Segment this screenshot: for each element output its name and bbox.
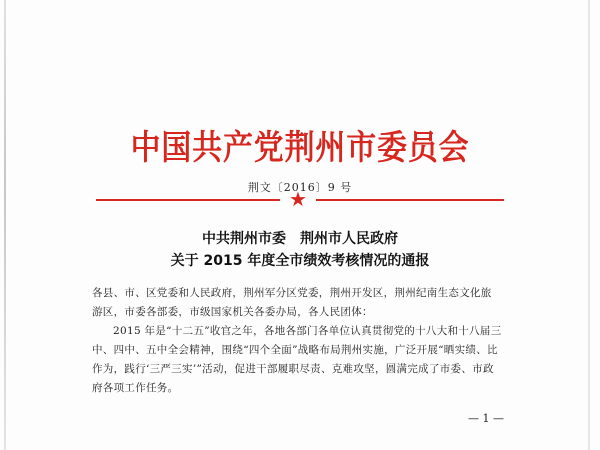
body-paragraph-1: 2015 年是“十二五”收官之年，各地各部门各单位认真贯彻党的十八大和十八届三中、四中、五中全会精神，围绕“四个全面”战略布局荆州实施，广泛开展“晒实绩、比作为，践行‘三严三实’”活动，促进干部履职尽责、克难攻坚，圆满完成了市委、市政府各项工作任务。 bbox=[92, 325, 502, 394]
org-header-title: 中国共产党荆州市委员会 bbox=[130, 128, 470, 168]
page-number: — 1 — bbox=[468, 412, 504, 425]
document-body bbox=[92, 284, 502, 398]
red-star-icon: ★ bbox=[289, 187, 307, 211]
document-number: 荆文〔2016〕9 号 bbox=[247, 181, 353, 194]
scan-edge-left bbox=[4, 0, 6, 450]
scan-edge-right bbox=[588, 0, 590, 450]
red-divider-left bbox=[96, 199, 280, 201]
notice-title-line2: 关于 2015 年度全市绩效考核情况的通报 bbox=[170, 253, 430, 269]
addressee-paragraph: 各县、市、区党委和人民政府，荆州军分区党委，荆州开发区，荆州纪南生态文化旅游区，市委各部委，市级国家机关各委办局，各人民团体： bbox=[92, 287, 492, 318]
red-divider-right bbox=[316, 199, 504, 201]
notice-title-line1: 中共荆州市委 荆州市人民政府 bbox=[202, 231, 398, 247]
